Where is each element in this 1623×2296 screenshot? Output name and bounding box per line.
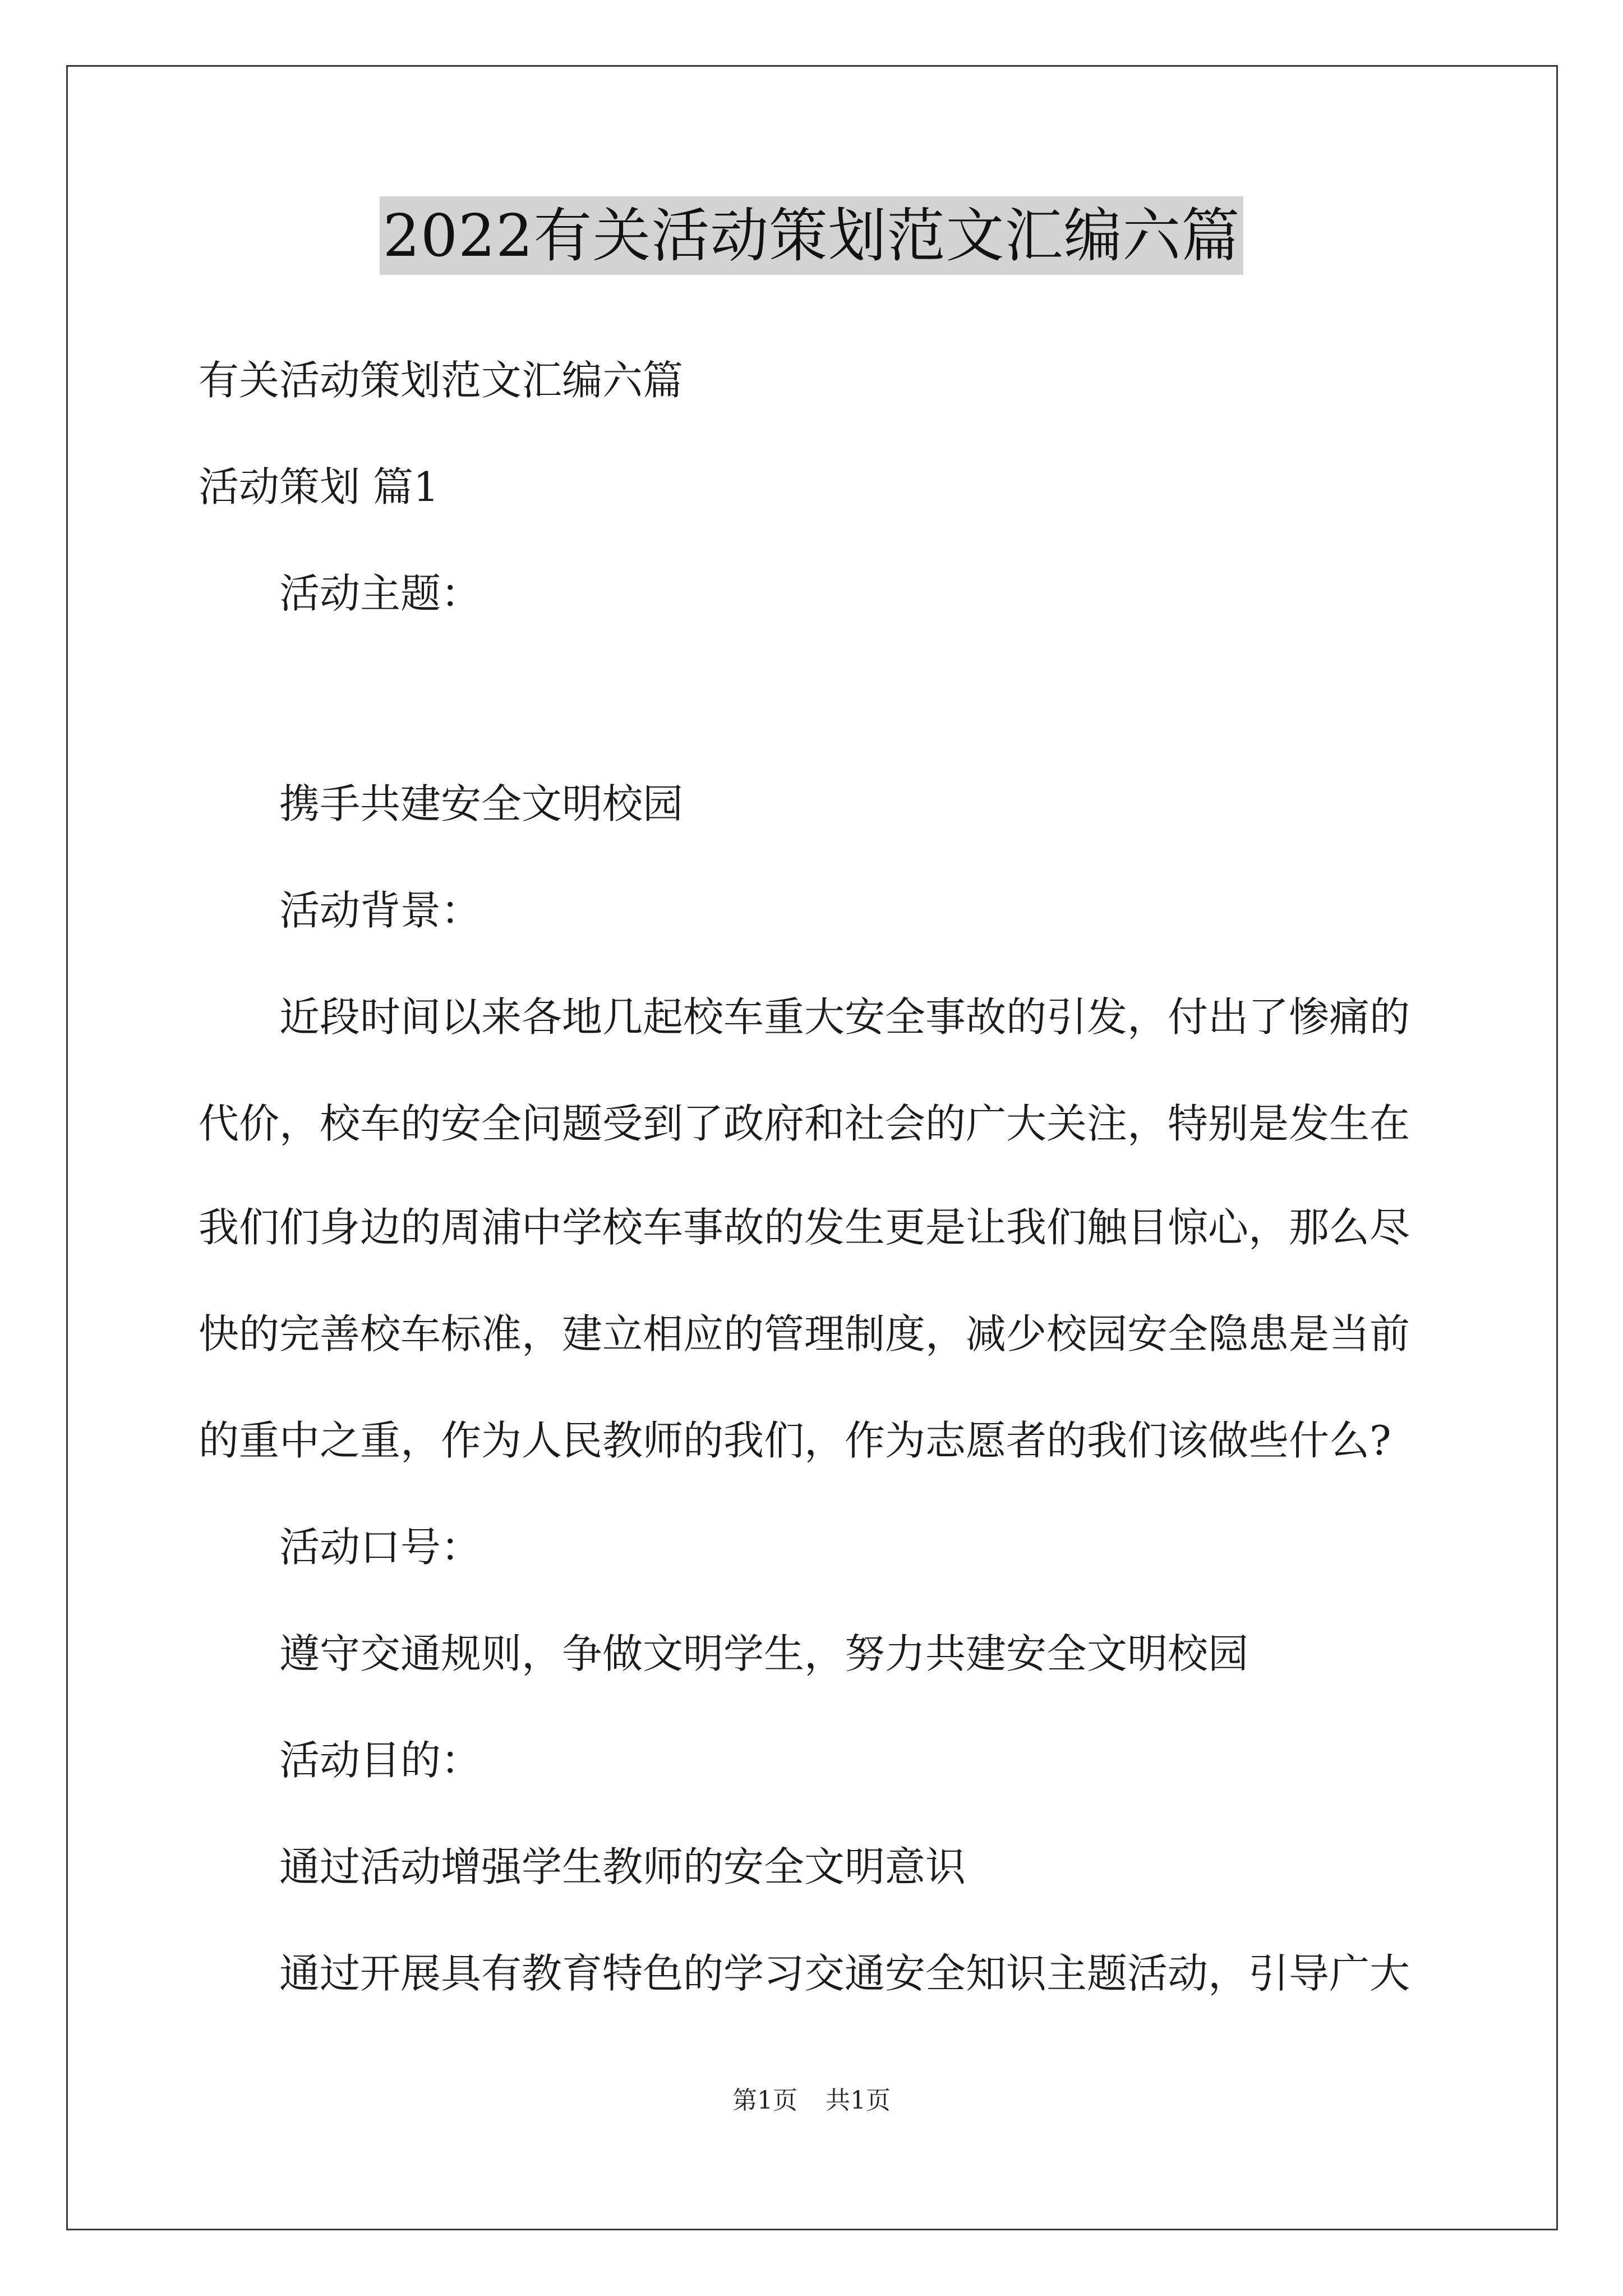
paragraph-line: 通过活动增强学生教师的安全文明意识 [279, 1843, 966, 1890]
paragraph-line: 我们们身边的周浦中学校车事故的发生更是让我们触目惊心，那么尽 [199, 1204, 1410, 1251]
paragraph-line: 近段时间以来各地几起校车重大安全事故的引发，付出了惨痛的 [279, 993, 1410, 1041]
paragraph-line: 活动主题： [279, 570, 482, 617]
page-total: 共1页 [826, 2086, 891, 2115]
paragraph-line: 活动目的： [279, 1737, 482, 1784]
document-title: 2022有关活动策划范文汇编六篇 [380, 196, 1244, 275]
paragraph-line: 活动口号： [279, 1524, 482, 1571]
paragraph-line: 代价，校车的安全问题受到了政府和社会的广大关注，特别是发生在 [199, 1100, 1410, 1147]
paragraph-line: 活动背景： [279, 887, 482, 934]
page-number: 第1页 [732, 2086, 797, 2115]
paragraph-line: 快的完善校车标准，建立相应的管理制度，减少校园安全隐患是当前 [199, 1310, 1410, 1358]
title-container [0, 196, 1623, 275]
subtitle-line: 有关活动策划范文汇编六篇 [199, 357, 684, 404]
paragraph-line: 遵守交通规则，争做文明学生，努力共建安全文明校园 [279, 1630, 1249, 1677]
paragraph-line: 携手共建安全文明校园 [279, 780, 684, 827]
paragraph-line: 通过开展具有教育特色的学习交通安全知识主题活动，引导广大 [279, 1950, 1410, 1997]
paragraph-line: 的重中之重，作为人民教师的我们，作为志愿者的我们该做些什么? [199, 1417, 1391, 1464]
page-footer [0, 2084, 1623, 2118]
section-heading: 活动策划 篇1 [199, 463, 439, 510]
